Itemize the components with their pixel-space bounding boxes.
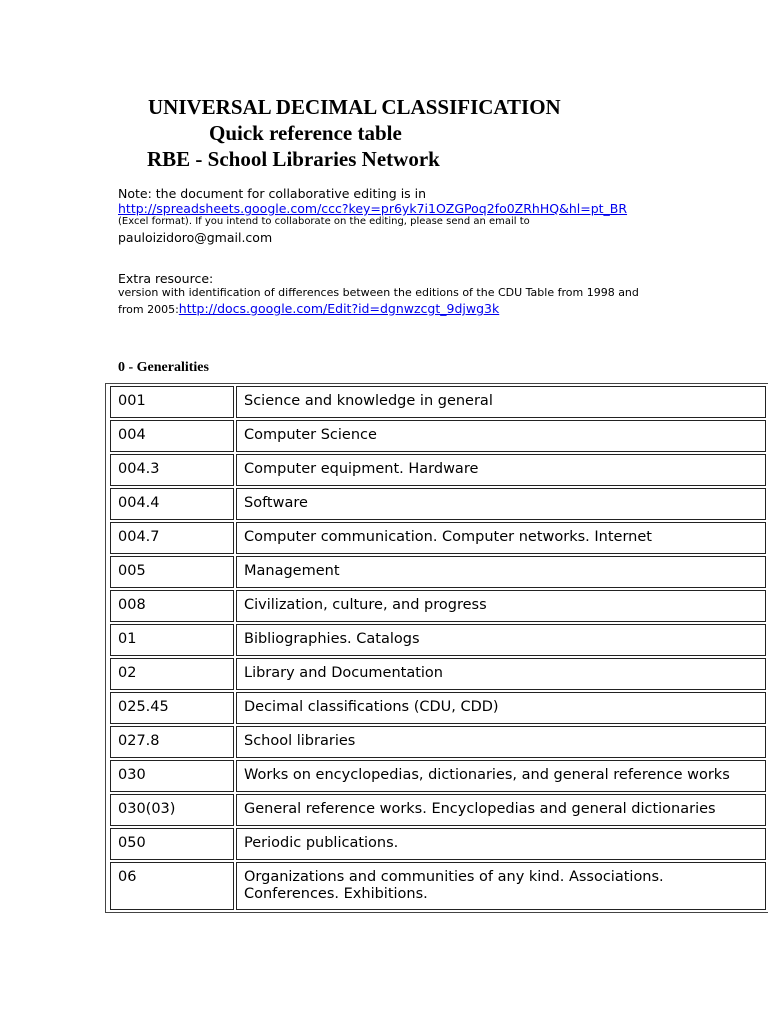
table-row <box>110 624 766 656</box>
class-code: 001 <box>110 386 234 418</box>
table-row <box>110 794 766 826</box>
document-title: UNIVERSAL DECIMAL CLASSIFICATION <box>148 95 561 119</box>
class-description: Bibliographies. Catalogs <box>236 624 766 656</box>
class-code: 004.7 <box>110 522 234 554</box>
table-row <box>110 522 766 554</box>
class-code: 050 <box>110 828 234 860</box>
table-row <box>110 828 766 860</box>
note-text: Note: the document for collaborative editing is in <box>118 186 427 201</box>
spreadsheet-link[interactable]: http://spreadsheets.google.com/ccc?key=pr6yk7i1OZGPoq2fo0ZRhHQ&hl=pt_BR <box>118 201 628 216</box>
docs-link[interactable]: http://docs.google.com/Edit?id=dgnwzcgt_9djwg3k <box>178 301 500 316</box>
table-row <box>110 760 766 792</box>
class-description: Computer equipment. Hardware <box>236 454 766 486</box>
class-code: 01 <box>110 624 234 656</box>
extra-resource-label: Extra resource: <box>118 271 214 286</box>
table-row <box>110 420 766 452</box>
table-row <box>110 488 766 520</box>
class-code: 06 <box>110 862 234 910</box>
class-code: 004.3 <box>110 454 234 486</box>
class-code: 02 <box>110 658 234 690</box>
class-description: Works on encyclopedias, dictionaries, and general reference works <box>236 760 766 792</box>
class-description: Management <box>236 556 766 588</box>
table-row <box>110 386 766 418</box>
document-subtitle: Quick reference table <box>209 121 402 145</box>
class-code: 030(03) <box>110 794 234 826</box>
table-row <box>110 658 766 690</box>
extra-resource-description: version with identification of differences between the editions of the CDU Table from 1998 and <box>118 286 639 299</box>
classification-table <box>108 384 768 912</box>
document-organization: RBE - School Libraries Network <box>147 147 440 171</box>
class-code: 004.4 <box>110 488 234 520</box>
class-description: Civilization, culture, and progress <box>236 590 766 622</box>
section-title: 0 - Generalities <box>118 360 209 375</box>
class-code: 008 <box>110 590 234 622</box>
table-row <box>110 726 766 758</box>
class-description: Computer Science <box>236 420 766 452</box>
table-row <box>110 454 766 486</box>
class-code: 005 <box>110 556 234 588</box>
class-code: 004 <box>110 420 234 452</box>
extra-resource-line2 <box>118 301 499 316</box>
class-code: 030 <box>110 760 234 792</box>
classification-table-wrapper <box>105 383 768 913</box>
table-row <box>110 692 766 724</box>
note-small-text: (Excel format). If you intend to collaborate on the editing, please send an email to <box>118 216 530 227</box>
class-description: Science and knowledge in general <box>236 386 766 418</box>
class-code: 027.8 <box>110 726 234 758</box>
class-description: Organizations and communities of any kind. Associations. Conferences. Exhibitions. <box>236 862 766 910</box>
class-description: School libraries <box>236 726 766 758</box>
contact-email: pauloizidoro@gmail.com <box>118 230 273 245</box>
class-code: 025.45 <box>110 692 234 724</box>
class-description: Computer communication. Computer networks. Internet <box>236 522 766 554</box>
class-description: Library and Documentation <box>236 658 766 690</box>
table-row <box>110 862 766 910</box>
class-description: Periodic publications. <box>236 828 766 860</box>
table-row <box>110 590 766 622</box>
extra-resource-prefix: from 2005: <box>118 303 179 316</box>
class-description: Decimal classifications (CDU, CDD) <box>236 692 766 724</box>
table-row <box>110 556 766 588</box>
class-description: General reference works. Encyclopedias and general dictionaries <box>236 794 766 826</box>
class-description: Software <box>236 488 766 520</box>
